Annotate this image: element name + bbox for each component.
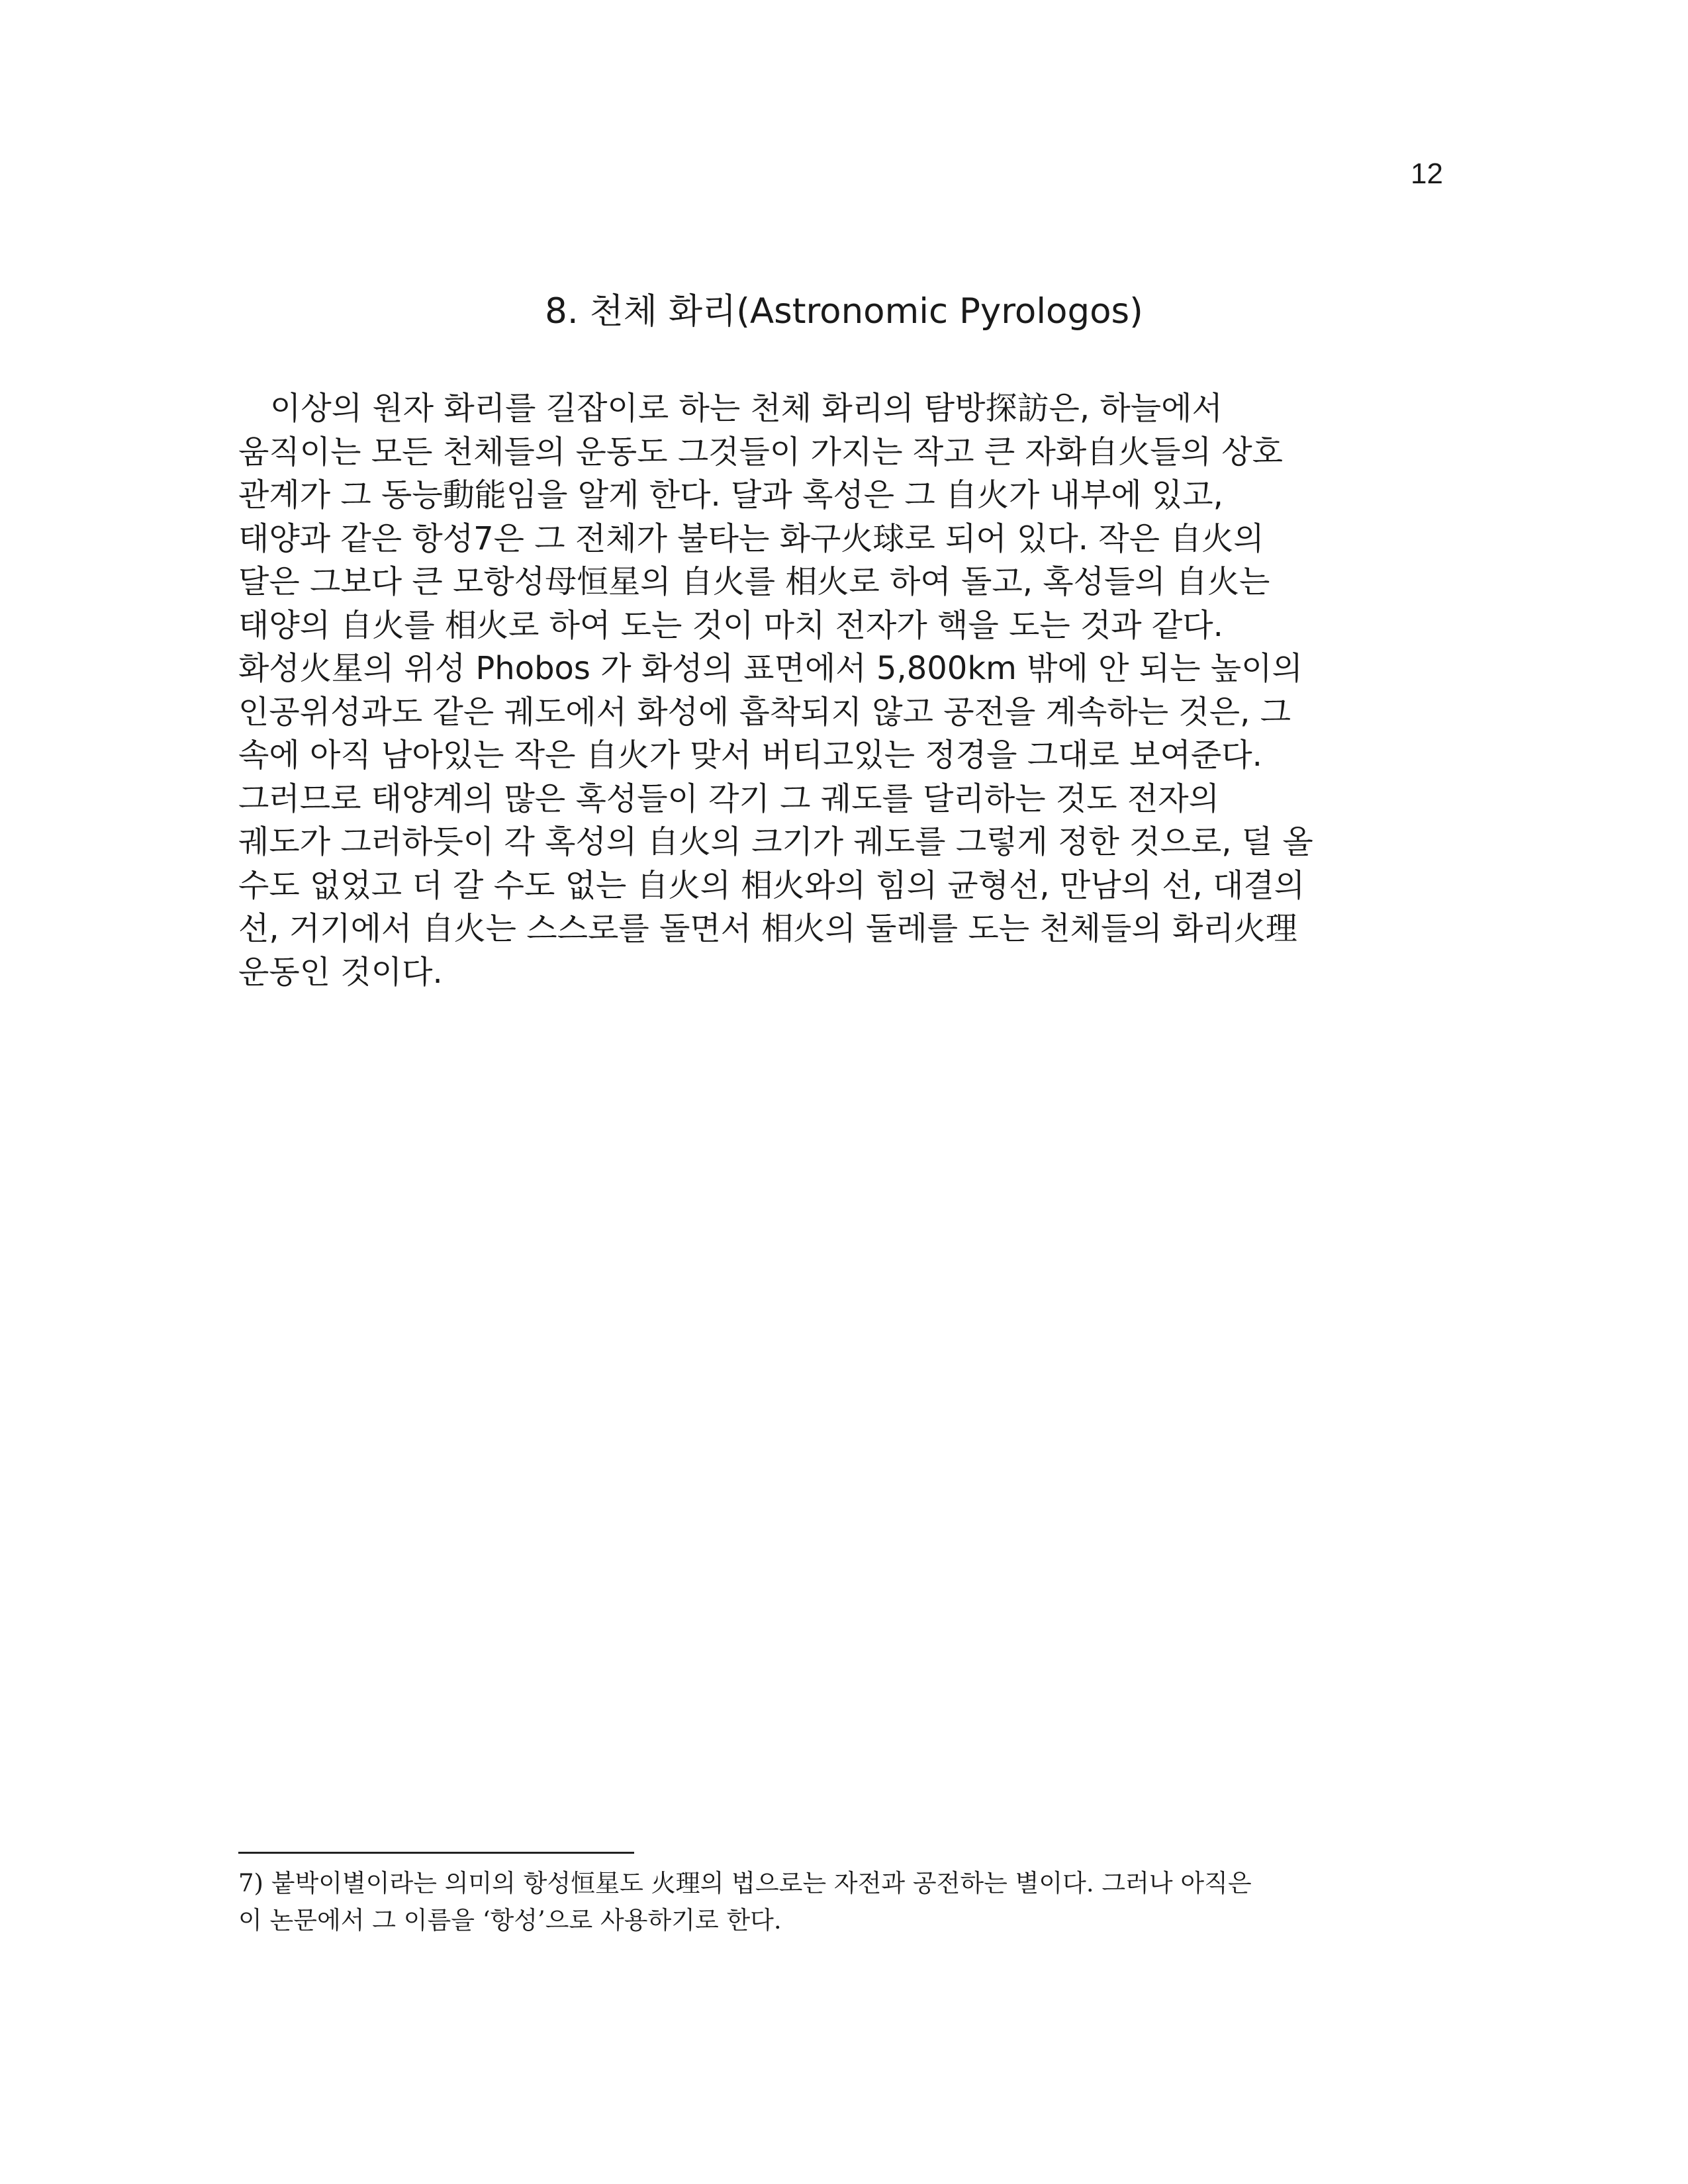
footnote-line: 이 논문에서 그 이름을 ‘항성’으로 사용하기로 한다. — [238, 1906, 782, 1934]
body-line: 선, 거기에서 自火는 스스로를 돌면서 相火의 둘레를 도는 천체들의 화리火理 — [238, 910, 1297, 947]
body-line: 그러므로 태양계의 많은 혹성들이 각기 그 궤도를 달리하는 것도 전자의 — [238, 780, 1219, 817]
body-line: 태양과 같은 항성7은 그 전체가 불타는 화구火球로 되어 있다. 작은 自火의 — [238, 520, 1264, 557]
body-line: 수도 없었고 더 갈 수도 없는 自火의 相火와의 힘의 균형선, 만남의 선, 대결의 — [238, 866, 1305, 904]
body-line: 달은 그보다 큰 모항성母恒星의 自火를 相火로 하여 돌고, 혹성들의 自火는 — [238, 563, 1270, 600]
body-line: 속에 아직 남아있는 작은 自火가 맞서 버티고있는 정경을 그대로 보여준다. — [238, 737, 1262, 774]
page-number: 12 — [1411, 158, 1443, 190]
body-line: 화성火星의 위성 Phobos 가 화성의 표면에서 5,800km 밖에 안 되는 높이의 — [238, 650, 1303, 687]
body-line: 태양의 自火를 相火로 하여 도는 것이 마치 전자가 핵을 도는 것과 같다. — [238, 606, 1223, 644]
body-line: 궤도가 그러하듯이 각 혹성의 自火의 크기가 궤도를 그렇게 정한 것으로, 덜 올 — [238, 823, 1313, 860]
body-paragraph — [238, 387, 1456, 994]
body-line: 움직이는 모든 천체들의 운동도 그것들이 가지는 작고 큰 자화自火들의 상호 — [238, 433, 1283, 471]
footnote-divider — [238, 1852, 634, 1854]
body-line: 관계가 그 동능動能임을 알게 한다. 달과 혹성은 그 自火가 내부에 있고, — [238, 477, 1223, 514]
body-line: 인공위성과도 같은 궤도에서 화성에 흡착되지 않고 공전을 계속하는 것은, 그 — [238, 693, 1291, 731]
footnote-line: 7) 붙박이별이라는 의미의 항성恒星도 火理의 법으로는 자전과 공전하는 별이다. 그러나 아직은 — [238, 1869, 1252, 1897]
body-line: 운동인 것이다. — [238, 953, 443, 991]
footnote — [238, 1865, 1463, 1939]
body-line: 이상의 원자 화리를 길잡이로 하는 천체 화리의 탐방探訪은, 하늘에서 — [270, 390, 1223, 427]
section-title: 8. 천체 화리(Astronomic Pyrologos) — [545, 291, 1143, 332]
